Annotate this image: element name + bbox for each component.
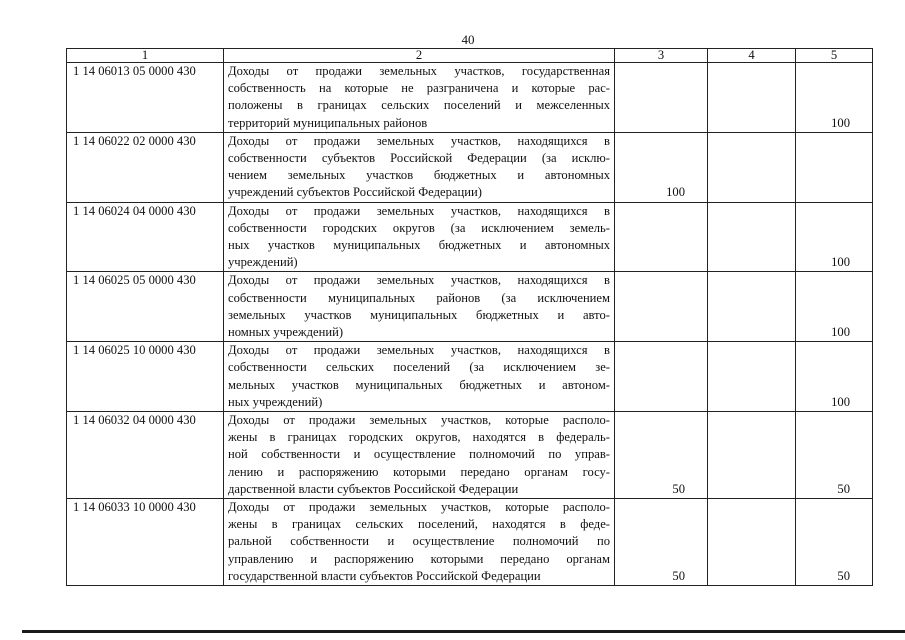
amount-col-5: 100 bbox=[796, 202, 873, 272]
header-col-2: 2 bbox=[224, 49, 615, 63]
description-line: жены в границах городских округов, находятся в федераль- bbox=[228, 430, 610, 445]
description-line: собственности городских округов (за исключением земель- bbox=[228, 220, 610, 235]
table-row bbox=[67, 202, 873, 272]
scan-edge-line bbox=[22, 630, 905, 633]
amount-col-4 bbox=[708, 499, 796, 586]
revenue-description bbox=[224, 202, 615, 272]
description-line: управлению и распоряжению которыми передано органам bbox=[228, 551, 610, 566]
revenue-code: 1 14 06024 04 0000 430 bbox=[67, 202, 224, 272]
revenue-code: 1 14 06025 10 0000 430 bbox=[67, 342, 224, 412]
amount-col-3 bbox=[615, 342, 708, 412]
amount-col-3: 50 bbox=[615, 412, 708, 499]
description-line: мельных участков муниципальных бюджетных и автоном- bbox=[228, 377, 610, 392]
amount-col-5: 100 bbox=[796, 63, 873, 133]
amount-col-4 bbox=[708, 272, 796, 342]
description-line: территорий муниципальных районов bbox=[228, 115, 428, 130]
amount-col-4 bbox=[708, 202, 796, 272]
amount-col-3 bbox=[615, 272, 708, 342]
header-col-1: 1 bbox=[67, 49, 224, 63]
description-line: дарственной власти субъектов Российской Федерации bbox=[228, 481, 519, 496]
amount-col-5: 50 bbox=[796, 499, 873, 586]
header-col-4: 4 bbox=[708, 49, 796, 63]
revenue-description bbox=[224, 63, 615, 133]
description-line: положены в границах сельских поселений и межселенных bbox=[228, 98, 610, 113]
table-row bbox=[67, 63, 873, 133]
amount-col-5 bbox=[796, 132, 873, 202]
revenue-description bbox=[224, 272, 615, 342]
header-col-3: 3 bbox=[615, 49, 708, 63]
revenue-table bbox=[66, 48, 873, 586]
revenue-description bbox=[224, 342, 615, 412]
revenue-code: 1 14 06025 05 0000 430 bbox=[67, 272, 224, 342]
amount-col-4 bbox=[708, 132, 796, 202]
amount-col-3 bbox=[615, 202, 708, 272]
page-number: 40 bbox=[461, 32, 475, 47]
description-line: чением земельных участков бюджетных и автономных bbox=[228, 168, 610, 183]
description-line: собственность на которые не разграничена и которые рас- bbox=[228, 81, 610, 96]
header-col-5: 5 bbox=[796, 49, 873, 63]
description-line: ных участков муниципальных бюджетных и автономных bbox=[228, 238, 610, 253]
table-row bbox=[67, 342, 873, 412]
amount-col-3: 100 bbox=[615, 132, 708, 202]
amount-col-5: 100 bbox=[796, 342, 873, 412]
description-line: учреждений) bbox=[228, 255, 298, 270]
amount-col-4 bbox=[708, 63, 796, 133]
amount-col-5: 50 bbox=[796, 412, 873, 499]
revenue-code: 1 14 06032 04 0000 430 bbox=[67, 412, 224, 499]
description-line: ных учреждений) bbox=[228, 394, 323, 409]
description-line: Доходы от продажи земельных участков, находящихся в bbox=[228, 203, 610, 218]
description-line: ной собственности и осуществление полномочий по управ- bbox=[228, 447, 610, 462]
description-line: собственности сельских поселений (за исключением зе- bbox=[228, 360, 610, 375]
amount-col-4 bbox=[708, 412, 796, 499]
table-row bbox=[67, 412, 873, 499]
description-line: Доходы от продажи земельных участков, которые располо- bbox=[228, 500, 610, 515]
description-line: номных учреждений) bbox=[228, 325, 344, 340]
table-row bbox=[67, 272, 873, 342]
amount-col-4 bbox=[708, 342, 796, 412]
description-line: Доходы от продажи земельных участков, находящихся в bbox=[228, 133, 610, 148]
description-line: собственности муниципальных районов (за исключением bbox=[228, 290, 610, 305]
revenue-description bbox=[224, 132, 615, 202]
description-line: Доходы от продажи земельных участков, находящихся в bbox=[228, 343, 610, 358]
amount-col-3 bbox=[615, 63, 708, 133]
amount-col-5: 100 bbox=[796, 272, 873, 342]
description-line: лению и распоряжению которыми передано органам госу- bbox=[228, 464, 610, 479]
revenue-code: 1 14 06013 05 0000 430 bbox=[67, 63, 224, 133]
description-line: учреждений субъектов Российской Федерации) bbox=[228, 185, 482, 200]
description-line: Доходы от продажи земельных участков, находящихся в bbox=[228, 273, 610, 288]
description-line: жены в границах сельских поселений, находятся в феде- bbox=[228, 517, 610, 532]
description-line: Доходы от продажи земельных участков, которые располо- bbox=[228, 413, 610, 428]
table-row bbox=[67, 132, 873, 202]
description-line: Доходы от продажи земельных участков, государственная bbox=[228, 64, 610, 78]
revenue-description bbox=[224, 499, 615, 586]
amount-col-3: 50 bbox=[615, 499, 708, 586]
description-line: ральной собственности и осуществление полномочий по bbox=[228, 534, 610, 549]
revenue-description bbox=[224, 412, 615, 499]
description-line: земельных участков муниципальных бюджетных и авто- bbox=[228, 307, 610, 322]
revenue-code: 1 14 06022 02 0000 430 bbox=[67, 132, 224, 202]
description-line: государственной власти субъектов Российской Федерации bbox=[228, 568, 541, 583]
description-line: собственности субъектов Российской Федерации (за исклю- bbox=[228, 151, 610, 166]
table-header-row bbox=[67, 49, 873, 63]
revenue-code: 1 14 06033 10 0000 430 bbox=[67, 499, 224, 586]
table-row bbox=[67, 499, 873, 586]
